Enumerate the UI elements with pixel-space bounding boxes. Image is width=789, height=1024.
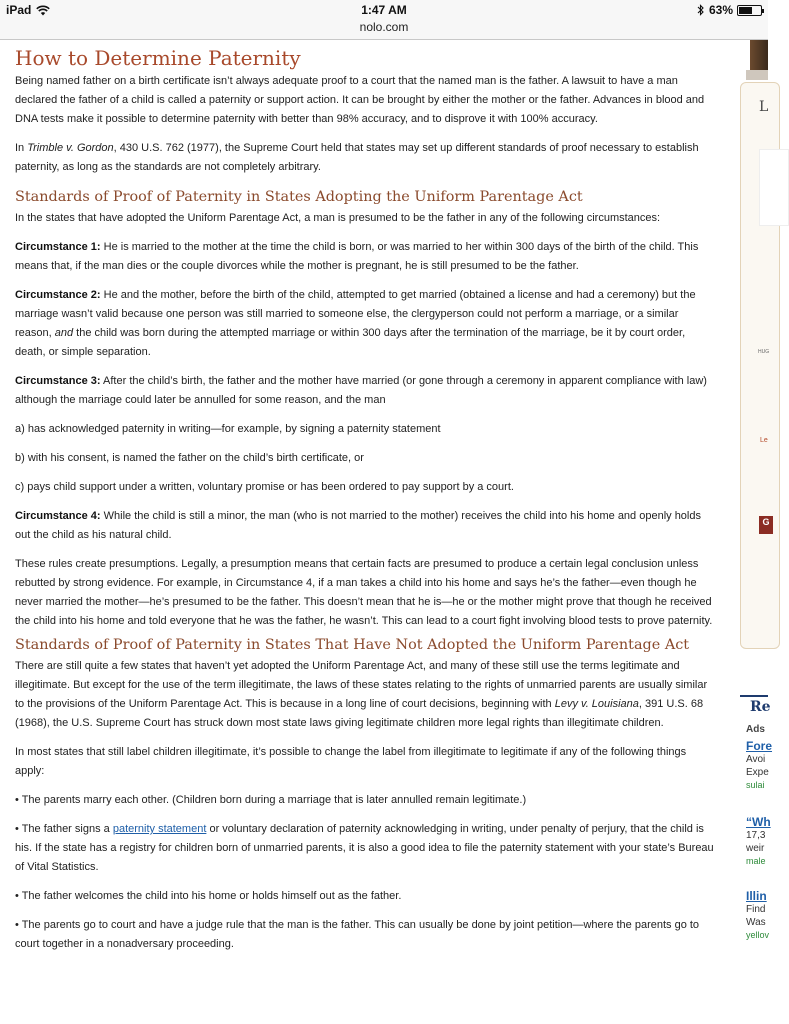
ad-title[interactable]: “Wh <box>746 815 771 829</box>
sidebar-panel <box>740 82 780 649</box>
bullet-marry: • The parents marry each other. (Children born during a marriage that is later annulled remain legitimate.) <box>15 794 527 806</box>
circumstance-1: Circumstance 1: He is married to the mother at the time the child is born, or was married to her within 300 days of the birth of the child. This means that, if the man dies or the couple divorces while the mother is pregnant, he is still presumed to be the father. <box>15 241 699 272</box>
ad-title[interactable]: Illin <box>746 889 767 903</box>
ad-url[interactable]: yellov <box>746 930 770 940</box>
circumstance-4: Circumstance 4: While the child is still a minor, the man (who is not married to the mother) receives the child into his home and openly holds out the child as his natural child. <box>15 510 701 541</box>
status-time: 1:47 AM <box>361 3 407 17</box>
sidebar-widget <box>759 149 789 226</box>
paternity-statement-link[interactable]: paternity statement <box>112 823 207 835</box>
bluetooth-icon <box>697 4 705 16</box>
sidebar-link[interactable]: Le <box>760 437 768 444</box>
ad-title[interactable]: Fore <box>746 739 773 753</box>
sidebar-badge[interactable]: G <box>759 516 773 534</box>
circumstance-2: Circumstance 2: He and the mother, before the birth of the child, attempted to get married (obtained a license and had a ceremony) but the marriage wasn’t valid because one person was still married to someone else, the clergyperson could not perform a marriage, or a similar reason, and the child was born during the attempted marriage or within 300 days after the termination of the marriage, be it by court order, death, or simple separation. <box>15 289 696 358</box>
sidebar-panel-title: L <box>759 99 769 115</box>
ad-url[interactable]: male <box>746 856 766 866</box>
section-heading-non-upa: Standards of Proof of Paternity in States That Have Not Adopted the Uniform Parentage Act <box>15 637 690 653</box>
case-citation: Trimble v. Gordon <box>27 142 114 154</box>
battery-icon <box>737 5 762 16</box>
ad-item[interactable] <box>746 816 786 868</box>
bullet-court: • The parents go to court and have a judge rule that the man is the father. This can usually be done by joint petition—where the parents go to court together in a nonadversary proceeding. <box>15 919 700 950</box>
ad-text: Find <box>746 904 766 915</box>
status-right <box>697 3 762 17</box>
ad-text: Avoi <box>746 754 766 765</box>
circumstance-label: Circumstance 3: <box>15 375 101 387</box>
status-bar <box>0 0 768 20</box>
article <box>15 46 715 964</box>
device-name: iPad <box>6 3 32 17</box>
legitimacy-paragraph: There are still quite a few states that haven’t yet adopted the Uniform Parentage Act, and many of these still use the terms legitimate and illegitimate. But except for the use of the term illegitimate, the laws of these states relating to the rights of unmarried parents are usually similar to the provisions of the Uniform Parentage Act. This is because in a long line of court decisions, beginning with Levy v. Louisiana, 391 U.S. 68 (1968), the U.S. Supreme Court has struck down most state laws giving legitimate children more legal rights than illegitimate children. <box>15 660 708 729</box>
circumstance-label: Circumstance 2: <box>15 289 101 301</box>
circumstance-label: Circumstance 1: <box>15 241 101 253</box>
section-heading-upa: Standards of Proof of Paternity in States Adopting the Uniform Parentage Act <box>15 189 583 205</box>
section1-lead: In the states that have adopted the Uniform Parentage Act, a man is presumed to be the father in any of the following circumstances: <box>15 212 661 224</box>
ad-item[interactable] <box>746 740 786 792</box>
ad-item[interactable] <box>746 890 786 942</box>
intro-paragraph: Being named father on a birth certificate isn’t always adequate proof to a court that the named man is the father. A lawsuit to have a man declared the father of a child is called a paternity or support action. It can be brought by either the mother or the father. Advances in blood and DNA tests make it possible to determine paternity with better than 98% accuracy, and to disprove it with 100% accuracy. <box>15 75 705 125</box>
presumptions-paragraph: These rules create presumptions. Legally, a presumption means that certain facts are presumed to produce a certain legal conclusion unless rebutted by strong evidence. For example, in Circumstance 4, if a man takes a child into his home and says he’s the father—even though he never married the mother—he’s presumed to be the father. This doesn’t mean that he is—he or the mother might prove that though he received the child into his home and told everyone that he was the father, he wasn’t. This can lead to a court fight involving blood tests to prove paternity. <box>15 558 713 627</box>
ads-heading: Re <box>750 699 771 715</box>
battery-percent: 63% <box>708 3 733 17</box>
sidebar-small-text: HUG <box>758 349 770 355</box>
ad-text: Expe <box>746 767 769 778</box>
page-title: How to Determine Paternity <box>15 46 301 70</box>
circumstance-3: Circumstance 3: After the child’s birth, the father and the mother have married (or gone through a ceremony in apparent compliance with law) although the marriage could later be annulled for some reason, and the man <box>15 375 707 406</box>
ad-url[interactable]: sulai <box>746 780 765 790</box>
ad-text: 17,3 <box>746 830 766 841</box>
book-cover-thumbnail[interactable] <box>750 40 768 78</box>
ad-text: Was <box>746 917 766 928</box>
ad-text: weir <box>746 843 765 854</box>
ads-divider <box>740 695 768 697</box>
circumstance-3-item-b: b) with his consent, is named the father on the child’s birth certificate, or <box>15 452 364 464</box>
label-change-paragraph: In most states that still label children illegitimate, it’s possible to change the label from illegitimate to legitimate if any of the following things apply: <box>15 746 687 777</box>
address-domain[interactable]: nolo.com <box>359 20 409 34</box>
address-bar[interactable] <box>0 20 768 40</box>
trimble-paragraph: In Trimble v. Gordon, 430 U.S. 762 (1977), the Supreme Court held that states may set up different standards of proof necessary to establish paternity, as long as the standards are not completely arbitrary. <box>15 142 699 173</box>
case-citation: Levy v. Louisiana <box>554 698 639 710</box>
bullet-paternity-statement: • The father signs a paternity statement or voluntary declaration of paternity acknowledging in writing, under penalty of perjury, that the child is his. If the state has a registry for children born of unmarried parents, it is also a good idea to file the paternity statement with your state’s Bureau of Vital Statistics. <box>15 823 714 873</box>
circumstance-3-item-c: c) pays child support under a written, voluntary promise or has been ordered to pay support by a court. <box>15 481 514 493</box>
bullet-welcomes-child: • The father welcomes the child into his home or holds himself out as the father. <box>15 890 402 902</box>
circumstance-3-item-a: a) has acknowledged paternity in writing—for example, by signing a paternity statement <box>15 423 441 435</box>
circumstance-label: Circumstance 4: <box>15 510 101 522</box>
ads-label: Ads <box>746 724 765 735</box>
